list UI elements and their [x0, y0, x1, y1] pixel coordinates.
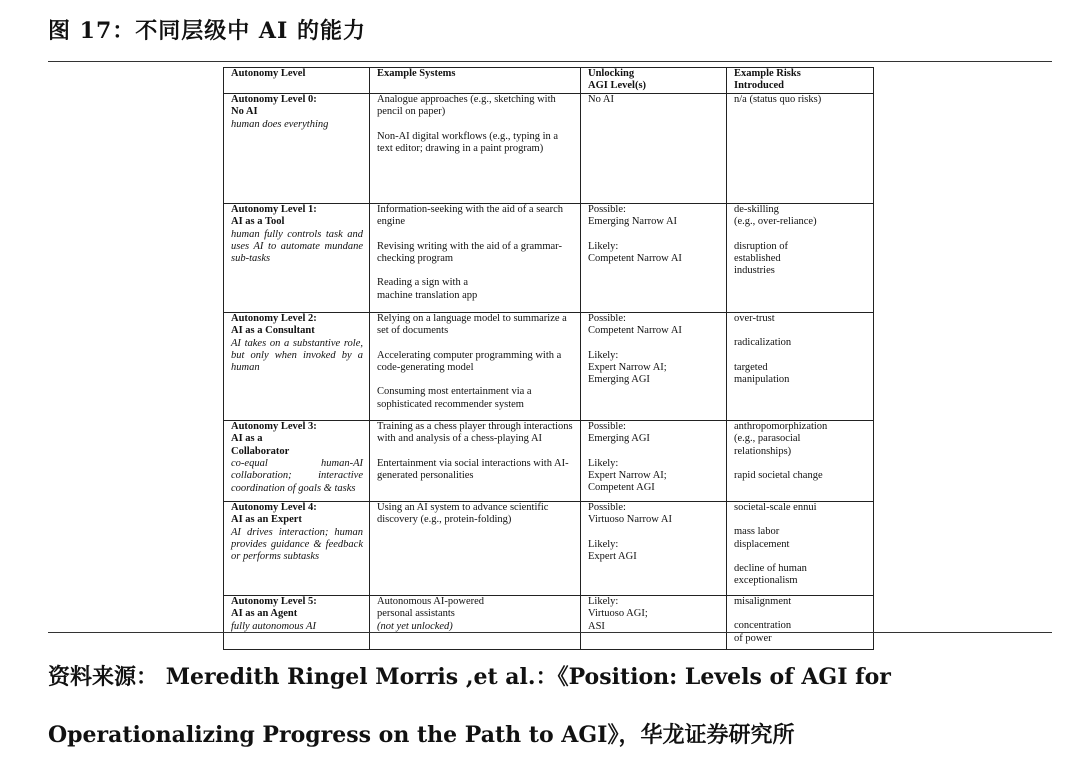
risks-cell [727, 203, 874, 312]
risk-entry: societal-scale ennui [734, 501, 817, 513]
header-unlocking-agi-levels: Unlocking AGI Level(s) [581, 68, 727, 94]
system-entry: Training as a chess player through interactions with and analysis of a chess-playing AI [377, 420, 573, 445]
header-example-systems: Example Systems [370, 68, 581, 94]
example-systems-cell [370, 203, 581, 312]
risk-entry: misalignment [734, 595, 792, 607]
level-title: Autonomy Level 1: AI as a Tool [231, 203, 317, 228]
level-description: human does everything [231, 118, 329, 130]
risks-cell [727, 420, 874, 501]
agi-entry: Likely: Expert AGI [588, 538, 637, 563]
autonomy-level-cell [224, 501, 370, 595]
agi-entry: Possible: Virtuoso Narrow AI [588, 501, 672, 526]
risks-cell [727, 595, 874, 649]
agi-entry: Likely: Competent Narrow AI [588, 240, 682, 265]
system-entry: Entertainment via social interactions with AI-generated personalities [377, 457, 569, 482]
system-entry: Consuming most entertainment via a sophisticated recommender system [377, 386, 532, 410]
agi-level-cell [581, 203, 727, 312]
risk-entry: concentration of power [734, 620, 792, 644]
header-example-risks: Example Risks Introduced [727, 68, 874, 94]
agi-level-cell [581, 501, 727, 595]
risk-entry: disruption of established industries [734, 240, 788, 277]
agi-entry: Possible: Emerging AGI [588, 420, 650, 445]
system-entry: Autonomous AI-powered personal assistants [377, 595, 485, 620]
system-entry: Revising writing with the aid of a grammar-checking program [377, 240, 562, 265]
level-title: Autonomy Level 5: AI as an Agent [231, 595, 317, 620]
system-entry: Information-seeking with the aid of a search engine [377, 203, 564, 228]
agi-level-cell [581, 420, 727, 501]
autonomy-level-cell [224, 312, 370, 420]
risk-entry: rapid societal change [734, 470, 823, 482]
system-entry: Using an AI system to advance scientific discovery (e.g., protein-folding) [377, 501, 549, 526]
source-text: Meredith Ringel Morris ,et al.：《Position: Levels of AGI for Operationalizing Progress on the Path to AGI》，华龙证券研究所 [48, 664, 891, 748]
level-description: human fully controls task and uses AI to automate mundane sub-tasks [231, 228, 363, 265]
example-systems-cell [370, 595, 581, 649]
figure-title: 图 17：不同层级中 AI 的能力 [48, 18, 366, 44]
table-row [224, 93, 874, 203]
example-systems-cell [370, 312, 581, 420]
agi-entry: No AI [588, 93, 614, 105]
agi-level-cell [581, 595, 727, 649]
level-title: Autonomy Level 0: No AI [231, 93, 317, 118]
agi-level-cell [581, 93, 727, 203]
bottom-divider [48, 632, 1052, 633]
table-row [224, 203, 874, 312]
level-description: AI drives interaction; human provides guidance & feedback or performs subtasks [231, 526, 363, 563]
top-divider [48, 61, 1052, 62]
agi-entry: Possible: Competent Narrow AI [588, 312, 682, 337]
table-row [224, 501, 874, 595]
risks-cell [727, 312, 874, 420]
table-row [224, 595, 874, 649]
level-title: Autonomy Level 3: AI as a Collaborator [231, 420, 317, 457]
system-entry: (not yet unlocked) [377, 620, 453, 632]
level-description: AI takes on a substantive role, but only when invoked by a human [231, 337, 363, 374]
autonomy-level-cell [224, 93, 370, 203]
risk-entry: mass labor displacement [734, 526, 790, 550]
system-entry: Reading a sign with a machine translation app [377, 277, 478, 301]
agi-levels-table [223, 67, 874, 650]
example-systems-cell [370, 420, 581, 501]
autonomy-level-cell [224, 203, 370, 312]
agi-entry: Possible: Emerging Narrow AI [588, 203, 678, 228]
system-entry: Accelerating computer programming with a code-generating model [377, 349, 562, 374]
header-autonomy-level: Autonomy Level [224, 68, 370, 94]
agi-entry: Likely: Virtuoso AGI; ASI [588, 595, 648, 632]
agi-entry: Likely: Expert Narrow AI; Competent AGI [588, 457, 667, 494]
risk-entry: targeted manipulation [734, 361, 790, 386]
level-title: Autonomy Level 2: AI as a Consultant [231, 312, 317, 337]
risk-entry: de-skilling (e.g., over-reliance) [734, 203, 817, 228]
risk-entry: n/a (status quo risks) [734, 93, 822, 105]
table-header-row [224, 68, 874, 94]
system-entry: Relying on a language model to summarize a set of documents [377, 312, 567, 337]
agi-entry: Likely: Expert Narrow AI; Emerging AGI [588, 349, 667, 386]
level-description: fully autonomous AI [231, 620, 316, 632]
source-label: 资料来源： [48, 664, 159, 690]
risks-cell [727, 501, 874, 595]
system-entry: Analogue approaches (e.g., sketching with pencil on paper) [377, 93, 556, 118]
table-row [224, 420, 874, 501]
risk-entry: radicalization [734, 337, 792, 349]
source-citation [48, 648, 1058, 764]
agi-level-cell [581, 312, 727, 420]
risk-entry: decline of human exceptionalism [734, 563, 807, 587]
example-systems-cell [370, 501, 581, 595]
system-entry: Non-AI digital workflows (e.g., typing in a text editor; drawing in a paint program) [377, 130, 559, 155]
table-row [224, 312, 874, 420]
risks-cell [727, 93, 874, 203]
risk-entry: over-trust [734, 312, 775, 324]
level-title: Autonomy Level 4: AI as an Expert [231, 501, 317, 526]
risk-entry: anthropomorphization (e.g., parasocial relationships) [734, 420, 828, 457]
autonomy-level-cell [224, 595, 370, 649]
example-systems-cell [370, 93, 581, 203]
autonomy-level-cell [224, 420, 370, 501]
level-description: co-equal human-AI collaboration; interactive coordination of goals & tasks [231, 458, 363, 494]
